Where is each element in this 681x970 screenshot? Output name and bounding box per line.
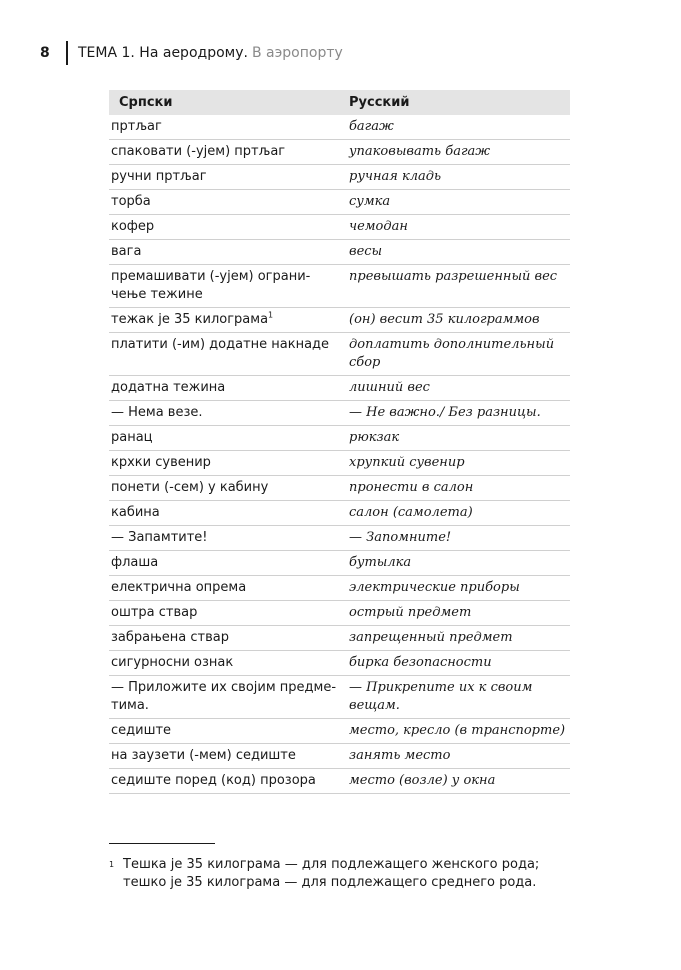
- serbian-term: [109, 240, 349, 264]
- serbian-term: [109, 451, 349, 475]
- page-number: 8: [40, 45, 50, 61]
- russian-translation: — Не важно./ Без разницы.: [349, 405, 541, 420]
- russian-translation: чемодан: [349, 219, 408, 234]
- serbian-term-text: — Запамтите!: [111, 530, 208, 545]
- serbian-term-text: кофер: [111, 219, 155, 234]
- serbian-term-text: кабина: [111, 505, 160, 520]
- table-body: [109, 115, 570, 794]
- russian-translation: рюкзак: [349, 430, 400, 445]
- serbian-term: [109, 376, 349, 400]
- serbian-term: [109, 401, 349, 425]
- russian-translation: превышать разрешенный вес: [349, 269, 558, 284]
- table-row: [109, 651, 570, 676]
- russian-translation: бутылка: [349, 555, 412, 570]
- serbian-term: [109, 526, 349, 550]
- table-row: [109, 333, 570, 376]
- footnote-divider: [109, 843, 215, 844]
- table-row: [109, 140, 570, 165]
- serbian-term-text: платити (-им) додатне накнаде: [111, 337, 330, 352]
- table-row: [109, 215, 570, 240]
- table-row: [109, 265, 570, 308]
- russian-translation: (он) весит 35 килограммов: [349, 312, 540, 327]
- russian-translation: — Прикрепите их к своим вещам.: [349, 680, 533, 713]
- table-row: [109, 240, 570, 265]
- table-row: [109, 769, 570, 794]
- serbian-term: [109, 626, 349, 650]
- serbian-term-text: електрична опрема: [111, 580, 247, 595]
- table-row: [109, 476, 570, 501]
- serbian-term: [109, 769, 349, 793]
- russian-translation: место, кресло (в транспорте): [349, 723, 566, 738]
- serbian-term-text: крхки сувенир: [111, 455, 211, 470]
- serbian-term-text: на заузети (-мем) седиште: [111, 748, 296, 763]
- russian-translation: доплатить дополнительный сбор: [349, 337, 555, 370]
- serbian-term-text: ручни пртљаг: [111, 169, 207, 184]
- footnote-reference: 1: [268, 310, 274, 320]
- footnote-text: Тешка је 35 килограма — для подлежащего женского рода; тешко је 35 килограма — для подлежащего среднего рода.: [123, 857, 540, 890]
- serbian-term: [109, 165, 349, 189]
- column-header-russian: Русский: [349, 95, 410, 110]
- serbian-term-text: сигурносни ознак: [111, 655, 234, 670]
- table-row: [109, 719, 570, 744]
- russian-translation: занять место: [349, 748, 451, 763]
- russian-translation: упаковывать багаж: [349, 144, 491, 159]
- serbian-term: [109, 308, 349, 332]
- page-header: [40, 40, 343, 66]
- topic-subtitle: В аэропорту: [251, 45, 343, 61]
- russian-translation: весы: [349, 244, 383, 259]
- serbian-term-text: — Приложите их својим предме- тима.: [111, 680, 337, 713]
- russian-translation: бирка безопасности: [349, 655, 492, 670]
- table-row: [109, 501, 570, 526]
- serbian-term: [109, 215, 349, 239]
- serbian-term: [109, 551, 349, 575]
- table-row: [109, 426, 570, 451]
- table-header: [109, 90, 570, 115]
- serbian-term-text: спаковати (-ујем) пртљаг: [111, 144, 286, 159]
- serbian-term-text: торба: [111, 194, 151, 209]
- russian-translation: хрупкий сувенир: [349, 455, 465, 470]
- russian-translation: место (возле) у окна: [349, 773, 496, 788]
- russian-translation: острый предмет: [349, 605, 472, 620]
- vocabulary-table: [109, 90, 570, 794]
- table-row: [109, 376, 570, 401]
- serbian-term: [109, 140, 349, 164]
- russian-translation: электрические приборы: [349, 580, 520, 595]
- serbian-term: [109, 601, 349, 625]
- russian-translation: салон (самолета): [349, 505, 473, 520]
- serbian-term: [109, 190, 349, 214]
- serbian-term: [109, 333, 349, 375]
- serbian-term-text: седиште поред (код) прозора: [111, 773, 316, 788]
- russian-translation: лишний вес: [349, 380, 430, 395]
- table-row: [109, 165, 570, 190]
- table-row: [109, 308, 570, 333]
- footnote-mark: 1: [109, 860, 115, 869]
- serbian-term-text: флаша: [111, 555, 159, 570]
- table-row: [109, 551, 570, 576]
- russian-translation: багаж: [349, 119, 394, 134]
- serbian-term: [109, 651, 349, 675]
- serbian-term: [109, 426, 349, 450]
- serbian-term-text: забрањена ствар: [111, 630, 229, 645]
- serbian-term: [109, 676, 349, 718]
- table-row: [109, 576, 570, 601]
- serbian-term-text: додатна тежина: [111, 380, 226, 395]
- russian-translation: — Запомните!: [349, 530, 452, 545]
- serbian-term: [109, 115, 349, 139]
- russian-translation: запрещенный предмет: [349, 630, 513, 645]
- topic-title: ТЕМА 1. На аеродрому.: [78, 45, 248, 61]
- serbian-term-text: понети (-сем) у кабину: [111, 480, 269, 495]
- serbian-term-text: седиште: [111, 723, 172, 738]
- serbian-term: [109, 719, 349, 743]
- table-row: [109, 190, 570, 215]
- table-row: [109, 626, 570, 651]
- serbian-term-text: тежак је 35 килограма: [111, 312, 269, 327]
- column-header-serbian: Српски: [119, 95, 173, 110]
- serbian-term: [109, 501, 349, 525]
- header-divider: [66, 41, 68, 65]
- russian-translation: сумка: [349, 194, 391, 209]
- serbian-term-text: премашивати (-ујем) ограни- чење тежине: [111, 269, 311, 302]
- table-row: [109, 526, 570, 551]
- table-row: [109, 676, 570, 719]
- footnote: [109, 856, 579, 892]
- serbian-term: [109, 576, 349, 600]
- table-row: [109, 744, 570, 769]
- serbian-term: [109, 265, 349, 307]
- serbian-term: [109, 744, 349, 768]
- table-row: [109, 115, 570, 140]
- russian-translation: ручная кладь: [349, 169, 442, 184]
- table-row: [109, 401, 570, 426]
- serbian-term-text: ранац: [111, 430, 153, 445]
- serbian-term-text: вага: [111, 244, 142, 259]
- table-row: [109, 601, 570, 626]
- russian-translation: пронести в салон: [349, 480, 474, 495]
- table-row: [109, 451, 570, 476]
- serbian-term-text: оштра ствар: [111, 605, 198, 620]
- serbian-term-text: — Нема везе.: [111, 405, 203, 420]
- serbian-term-text: пртљаг: [111, 119, 162, 134]
- serbian-term: [109, 476, 349, 500]
